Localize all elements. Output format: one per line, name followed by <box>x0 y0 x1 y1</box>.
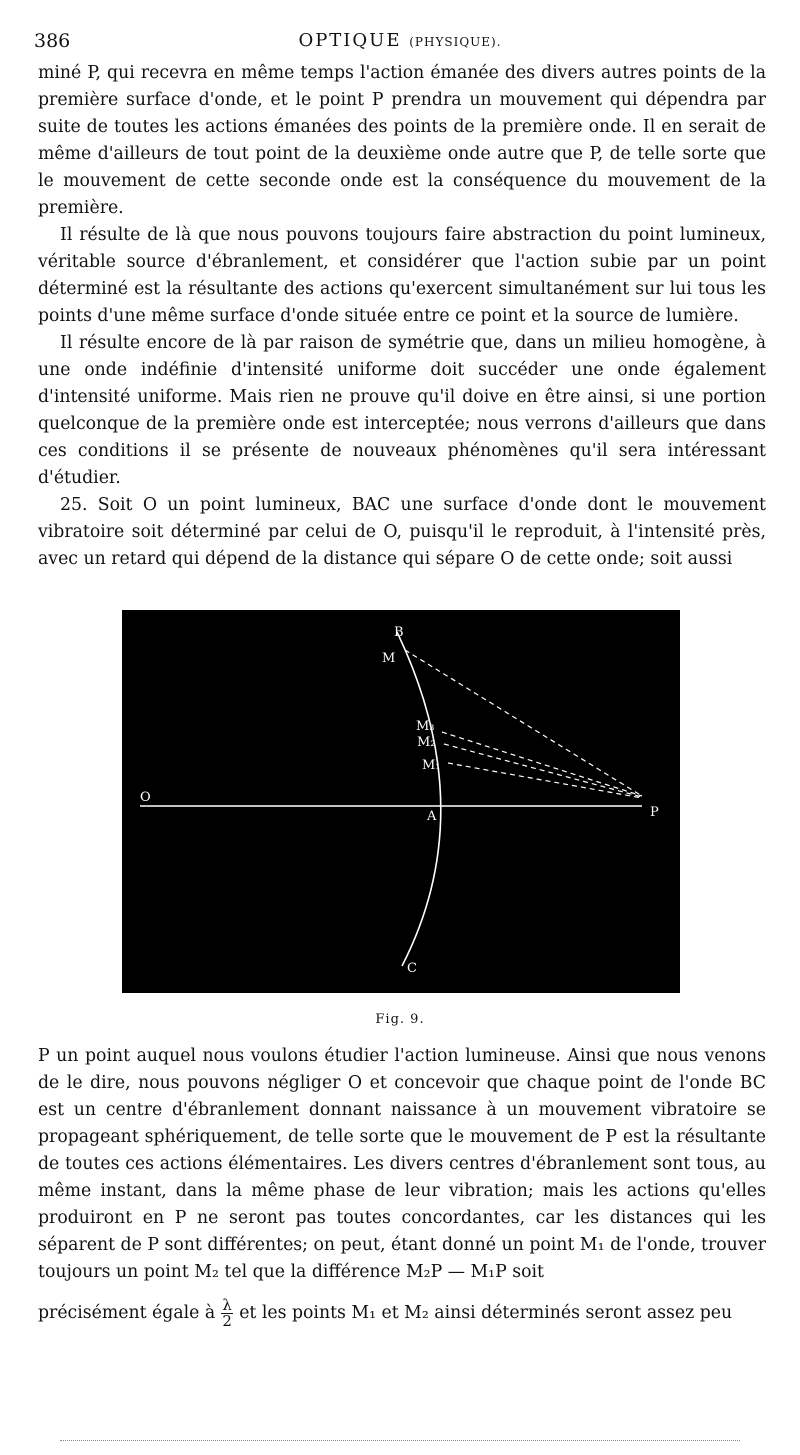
wave-surface-arc <box>397 632 441 966</box>
running-head-title: OPTIQUE <box>298 30 402 51</box>
footer-rule <box>60 1440 740 1441</box>
label-p: P <box>650 805 659 820</box>
figure-caption: Fig. 9. <box>375 1012 425 1027</box>
paragraph-5: P un point auquel nous voulons étudier l'action lumineuse. Ainsi que nous venons de le dire, nous pouvons négliger O et concevoir que chaque point de l'onde BC est un centre d'ébranlement donnant naissance à un mouvement vibratoire se propageant sphériquement, de telle sorte que le mouvement de P est la résultante de toutes ces actions élémentaires. Les divers centres d'ébranlement sont tous, au même instant, dans la même phase de leur vibration; mais les actions qu'elles produiront en P ne seront pas toutes concordantes, car les distances qui les séparent de P sont différentes; on peut, étant donné un point M₁ de l'onde, trouver toujours un point M₂ tel que la différence M₂P — M₁P soit <box>38 1046 766 1282</box>
running-head <box>0 30 800 51</box>
last-line-after: et les points M₁ et M₂ ainsi déterminés seront assez peu <box>239 1303 733 1323</box>
label-m3: M₃ <box>416 719 435 734</box>
figure-diagram <box>122 610 680 993</box>
label-m: M <box>382 651 396 666</box>
label-o: O <box>140 790 151 805</box>
page-number: 386 <box>34 30 71 52</box>
paragraph-1: miné P, qui recevra en même temps l'action émanée des divers autres points de la première surface d'onde, et le point P prendra un mouvement qui dépendra par suite de toutes les actions émanées des points de la première onde. Il en serait de même d'ailleurs de tout point de la deuxième onde autre que P, de telle sorte que le mouvement de cette seconde onde est la conséquence du mouvement de la première. <box>38 63 766 218</box>
label-m1: M₁ <box>422 758 441 773</box>
last-line-before: précisément égale à <box>38 1303 216 1323</box>
label-b: B <box>394 625 404 640</box>
text-block-top <box>38 60 766 573</box>
fraction-denominator: 2 <box>222 1312 232 1330</box>
ray-m2 <box>444 744 642 797</box>
label-c: C <box>407 961 417 976</box>
label-m2: M₂ <box>417 735 436 750</box>
ray-m <box>405 650 642 796</box>
paragraph-2: Il résulte de là que nous pouvons toujours faire abstraction du point lumineux, véritable source d'ébranlement, et considérer que l'action subie par un point déterminé est la résultante des actions qu'exercent simultanément sur lui tous les points d'une même surface d'onde située entre ce point et la source de lumière. <box>38 225 766 326</box>
label-a: A <box>427 809 437 824</box>
last-line <box>38 1298 766 1329</box>
fraction-numerator: λ <box>222 1296 232 1314</box>
paragraph-4: 25. Soit O un point lumineux, BAC une surface d'onde dont le mouvement vibratoire soit déterminé par celui de O, puisqu'il le reproduit, à l'intensité près, avec un retard qui dépend de la distance qui sépare O de cette onde; soit aussi <box>38 495 766 569</box>
text-block-bottom <box>38 1043 766 1286</box>
figure-9 <box>122 610 680 993</box>
running-head-subtitle: (PHYSIQUE). <box>409 35 502 49</box>
paragraph-3: Il résulte encore de là par raison de symétrie que, dans un milieu homogène, à une onde indéfinie d'intensité uniforme doit succéder une onde également d'intensité uniforme. Mais rien ne prouve qu'il doive en être ainsi, si une portion quelconque de la première onde est interceptée; nous verrons d'ailleurs que dans ces conditions il se présente de nouveaux phénomènes qu'il sera intéressant d'étudier. <box>38 333 766 488</box>
fraction-lambda-over-2 <box>221 1298 233 1329</box>
ray-m3 <box>442 732 642 796</box>
ray-m1 <box>448 763 642 798</box>
